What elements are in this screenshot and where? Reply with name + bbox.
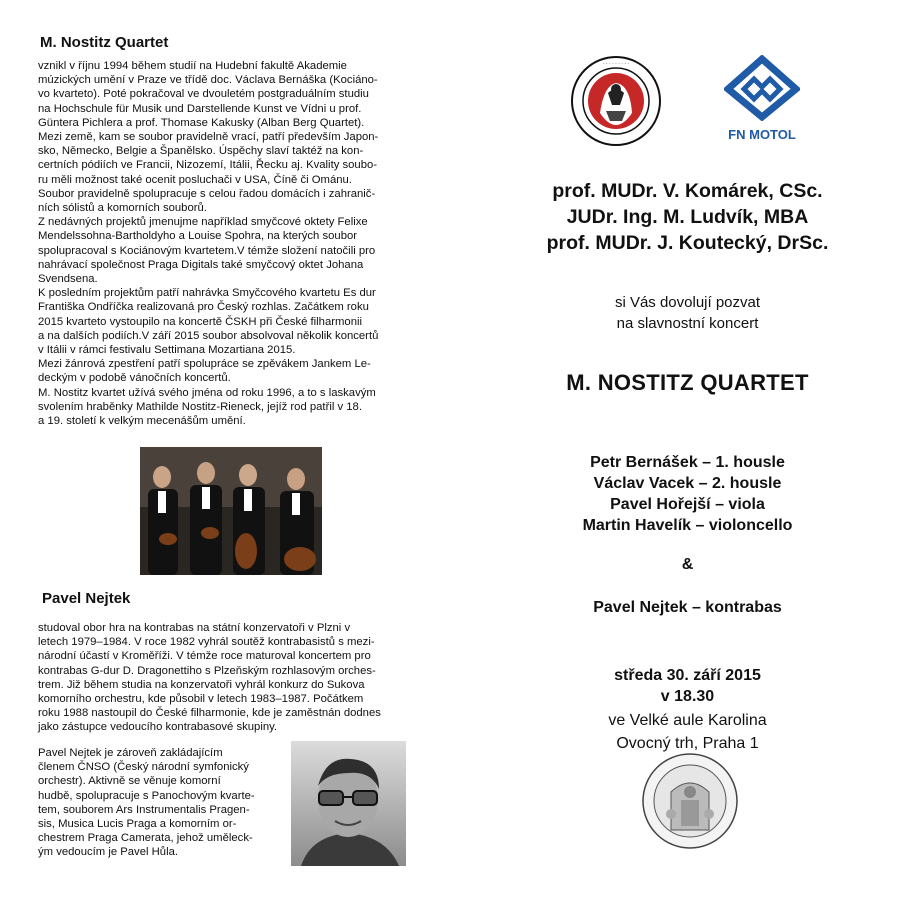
bio-line: roku 1988 nastoupil do České filharmonie, kde je zaměstnán dodnes [38,707,381,720]
venue-name: ve Velké aule Karolina [608,712,767,729]
bio-line: certních pódiích ve Francii, Nizozemí, Itálii, Řecku aj. Kvality soubo- [38,159,378,172]
hosts-list [500,178,875,256]
quartet-section [38,34,406,428]
bio-line: ních sólistů a komorních souborů. [38,202,207,215]
bass-portrait [291,741,406,866]
bio-line: múzických umění v Praze ve třídě doc. Václava Bernáška (Kociáno- [38,74,378,87]
quartet-bio [38,59,406,428]
time: v 18.30 [660,688,715,705]
member-line: Martin Havelík – violoncello [582,517,793,534]
host-line: prof. MUDr. J. Koutecký, DrSc. [546,232,829,254]
bio-line: Mezi žánrová zpestření patří spolupráce se zpěvákem Jankem Le- [38,358,371,371]
bio-line: členem ČNSO (Český národní symfonický [38,761,249,774]
university-seal [641,752,739,850]
members-list [500,452,875,536]
bio-line: národní účastí v Kroměříži. V témže roce maturoval koncertem pro [38,650,371,663]
university-logo [570,55,662,147]
bio-line: M. Nostitz kvartet užívá svého jména od roku 1996, a to s laskavým [38,386,376,399]
hospital-logo [722,55,802,145]
bio-line: Pavel Nejtek je zároveň zakládajícím [38,747,223,759]
hospital-name: FN MOTOL [728,127,796,142]
bio-line: Svendsena. [38,273,98,286]
host-line: prof. MUDr. V. Komárek, CSc. [552,180,823,202]
bio-line: 2015 kvarteto vystoupilo na koncertě ČSKH při České filharmonii [38,315,362,328]
seal-text [641,752,659,753]
bio-line: orchestr). Aktivně se věnuje komorní [38,775,221,788]
university-seal-text [570,55,602,56]
guest-line: Pavel Nejtek – kontrabas [593,599,782,616]
venue-address: Ovocný trh, Praha 1 [616,735,759,752]
invite-text [500,292,875,334]
bio-line: sis, Musica Lucis Praga a komorním or- [38,818,237,831]
member-line: Petr Bernášek – 1. housle [590,454,785,471]
bio-line: a na dalších podiích.V září 2015 soubor absolvoval několik koncertů [38,329,379,342]
bio-line: nahrávací společnost Praga Digitals také smyčcový oktet Johana [38,258,364,271]
bio-line: Güntera Pichlera a prof. Thomase Kakusky (Alban Berg Quartet). [38,116,365,129]
bass-bio [38,621,406,735]
bio-line: trem. Již během studia na konzervatoři vyhrál konkurz do Sukova [38,678,365,691]
bio-line: K posledním projektům patří nahrávka Smyčcového kvartetu Es dur [38,287,376,300]
invite-line: na slavnostní koncert [616,315,759,332]
bio-line: tem, souborem Ars Instrumentalis Pragen- [38,803,250,816]
bio-line: jako zástupce vedoucího kontrabasové skupiny. [38,721,278,734]
bio-line: a 19. století k velkým mecenášům umění. [38,415,246,428]
bio-line: kontrabas G-dur D. Dragonettiho s Plzeňským rozhlasovým orches- [38,664,376,677]
bio-line: Františka Ondříčka realizovaná pro Český rozhlas. Začátkem roku [38,301,369,314]
bio-line: svolením hraběnky Mathilde Nostitz-Rieneck, jejíž rod patřil v 18. [38,400,362,413]
bio-line: v Itálii v rámci festivalu Settimana Mozartiana 2015. [38,344,296,357]
bio-line: ým vedoucím je Pavel Hůla. [38,846,179,859]
bass-bio-2 [38,746,279,860]
svg-text:· · · · · · · · ·: · · · · · · · · · [602,61,630,67]
ampersand: & [681,556,694,573]
quartet-heading: M. Nostitz Quartet [40,34,169,51]
bio-line: spolupracoval s Kociánovým kvartetem.V témže složení natočili pro [38,244,376,257]
bio-line: Soubor pravidelně spolupracuje s celou řadou domácích i zahranič- [38,187,376,200]
invite-line: si Vás dovolují pozvat [614,294,761,311]
date-time [500,665,875,707]
bio-line: komorního orchestru, kde působil v letech 1983–1987. Počátkem [38,693,364,706]
bio-line: letech 1979–1984. V roce 1982 vyhrál soutěž kontrabasistů s mezi- [38,636,375,649]
member-line: Pavel Hořejší – viola [610,496,765,513]
venue [500,709,875,755]
concert-title: M. NOSTITZ QUARTET [566,370,809,395]
quartet-photo [140,447,322,575]
bio-line: vo kvarteto). Poté pokračoval ve dvouletém postgraduálním studiu [38,88,369,101]
bio-line: studoval obor hra na kontrabas na státní konzervatoři v Plzni v [38,622,351,634]
bass-heading: Pavel Nejtek [42,590,131,607]
bio-line: Mezi země, kam se soubor pravidelně vrací, patří především Japon- [38,131,379,144]
bio-line: na Hochschule für Musik und Darstellende Kunst ve Vídni u prof. [38,102,362,115]
bio-line: chestrem Praga Camerata, jehož uměleck- [38,832,253,845]
bio-line: ru měli možnost také ocenit posluchači v USA, Číně či Ománu. [38,173,352,186]
bio-line: Z nedávných projektů jmenujme například smyčcové oktety Felixe [38,216,368,229]
bio-line: sko, Německo, Belgie a Španělsko. Úspěchy slaví taktéž na kon- [38,145,364,158]
member-line: Václav Vacek – 2. housle [593,475,782,492]
bio-line: deckým v podobě vánočních koncertů. [38,372,231,385]
host-line: JUDr. Ing. M. Ludvík, MBA [566,206,809,228]
bio-line: vznikl v říjnu 1994 během studií na Hudební fakultě Akademie [38,60,347,72]
date: středa 30. září 2015 [614,667,761,684]
bio-line: Mendelssohna-Bartholdyho a Louise Spohra, na kterých soubor [38,230,358,243]
bio-line: hudbě, spolupracuje s Panochovým kvarte- [38,789,255,802]
